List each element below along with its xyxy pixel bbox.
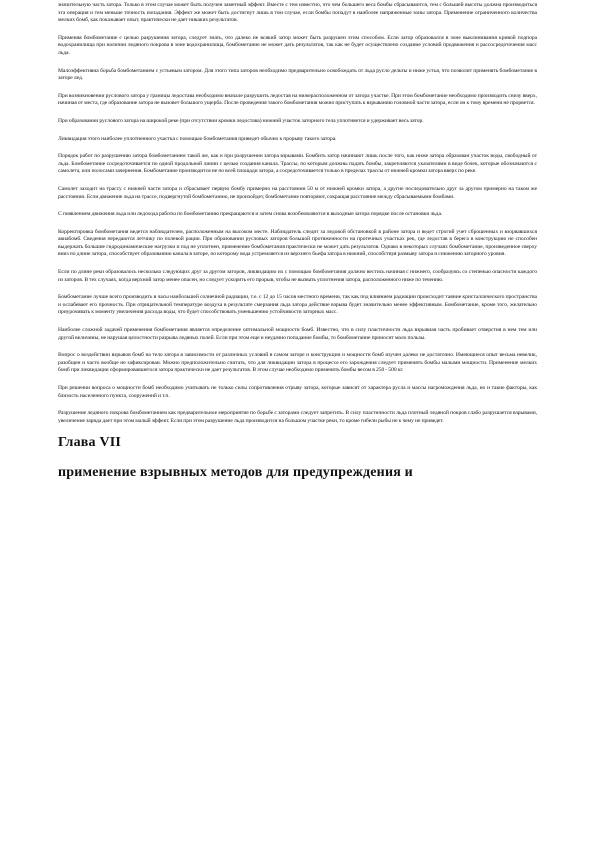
paragraph: С появлением движения льда или ледохода работы по бомбометанию прекращаются и затем снова возобновляются в выходные затора порядке после остановки льда.: [58, 211, 443, 218]
paragraph: Если по длине реки образовалось несколько следующих друг за другом заторов, ликвидацию их с помощью бомбометания должно вестись начиная с нижнего, сообразуясь со степенью опасности каждого из заторов. В тех случаях, когда верхний затор менее опасен, но следует ускорить его прорыв, чтобы не вызвать уплотнения затора, расположенного ниже по течению.: [58, 269, 537, 283]
chapter-subtitle: применение взрывных методов для предупреждения и: [58, 465, 413, 481]
paragraph: При образовании руслового затора на широкой реке (при отсутствии кромки ледостава) нижний участок заторного тела уплотняется и удерживает весь затор.: [58, 117, 424, 124]
paragraph: значительную часть затора. Только в этом случае может быть получен заметный эффект. Вместе с тем известно, что чем большего веса бомбы сбрасываются, тем с большей высоты должна производиться эта операция и тем меньше точность попадания. Эффект же может быть достигнут лишь в том случае, если бомбы попадут в наиболее напряженные зоны затора. Применение ограниченного количества мелких бомб, как показывает опыт, практически не дает никаких результатов.: [58, 2, 537, 24]
paragraph: При возникновении руслового затора у границы ледостава необходимо вначале разрушить ледостав на нижерасположенном от затора участке. При этом бомбометание необходимо производить снизу вверх, начиная от места, где образование затора не вызовет большого ущерба. После проведения такого бомбометания можно приступать к взрыванию головной части затора, если он к тому времени не прорвется.: [58, 92, 537, 107]
paragraph: Самолет заходит на трассу с нижней части затора и сбрасывает первую бомбу примерно на расстоянии 50 м от нижней кромки затора, а другие последовательно друг за другом примерно на таком же расстоянии. Если движение льда на трассе, подвергнутой бомбометанию, не произойдет, бомбометание повторяют, сокращая расстояние между сбрасываемыми бомбами.: [58, 185, 537, 200]
paragraph: Ликвидация этого наиболее уплотненного участка с помощью бомбометания приведет обычно к прорыву такого затора.: [58, 135, 337, 142]
paragraph: Малоэффективна борьба бомбометанием с устьевым затором. Для этого типа заторов необходимо предварительно освобождать от льда русло дельты и ниже устья, что позволит применять бомбометание в заторе лед.: [58, 67, 537, 82]
paragraph: При решении вопроса о мощности бомб необходимо учитывать не только силы сопротивления отрыву затора, которые зависят от характера русла и массы нагромождения льда, но и такие факторы, как близость населенного пункта, сооружений и т.п.: [58, 385, 537, 399]
paragraph: Порядок работ по разрушению затора бомбометанием такой же, как и при разрушении затора взрывами. Бомбить затор начинают лишь после того, как ниже затора образован участок воды, свободный от льда. Бомбометание сосредоточивается по одной продольной линии с целью создания канала. Трассы, по которым должны падать бомбы, закрепляются указателями в виде бочек, которые обозначаются с самолета, или полосами зачернения. Бомбометание производится не по всей площади затора, а сосредоточивается только в пределах трассы от нижней кромки затора вверх по реке.: [58, 153, 537, 175]
chapter-heading: Глава VII: [58, 435, 122, 451]
paragraph: Корректировка бомбометания ведется наблюдателем, расположенным на высоком месте. Наблюдатель следит за ледовой обстановкой в районе затора и ведет строгий учет сброшенных и взорвавшихся авиабомб. Сведения передаются летчику по полевой рации. При образовании русловых заторов большой протяженности на протечных участках рек, где ледостав в берега в конструкцию не способен выдержать большие гидродинамические нагрузки и под не уплотнен, применение бомбометания практически не может дать результатов. Однако в некоторых случаях бомбометание, произведенное сверху вниз по длине затора, способствует образованию канала в заторе, по которому вода устремляется из верхнего бьефа затора в нижний, способствуя размыву затора и снижению заторного уровня.: [58, 228, 537, 258]
paragraph: Наиболее сложной задачей применения бомбометания является определение оптимальной мощности бомб. Известно, что в силу пластичности льда взрывная часть пробивает отверстия в нем тем или другой величины, не нарушая целостности разрыва ледяных полей. Если при этом еще и неудачно попадание бомбы, то бомбометание приносит мало пользы.: [58, 327, 537, 341]
paragraph: Вопрос о воздействии взрывов бомб на тело затора в зависимости от различных условий в самом заторе и конструкции и мощности бомб изучен далеко не достаточно. Имеющиеся опыт весьма невелик, разобщен и часто вообще не зафиксирован. Можно предположительно считать, что для ликвидации затора в процессе его зарождения следует применять бомбы малыми мощности. Применение мелких бомб при ликвидации сформировавшегося затора практически не дает результатов. В этом случае необходимо применять бомбы весом в 250 - 500 кг.: [58, 352, 537, 374]
paragraph: Применяя бомбометание с целью разрушения затора, следует знать, что далеко не всякий затор может быть разрушен этим способом. Если затор образовался в зоне выклинивания кривой подпора водохранилища при наличии ледяного покрова в зоне водохранилища, бомбометание не может дать результатов, так как не будет осуществлено создание условий продвижения и рассосредоточения масс льда.: [58, 34, 537, 56]
paragraph: Разрушение ледяного покрова бомбометанием как предварительное мероприятие по борьбе с заторами следует запретить. В силу пластичности льда плотный ледяной покров слабо разрушается взрывами, увеличение заряда дает при этом малый эффект. Если при этом разрушение льда производится на большом участке реки, то кроме гибели рыбы не к чему не приведет.: [58, 410, 537, 424]
paragraph: Бомбометание лучше всего производить в часы наибольшей солнечной радиации, т.е. с 12 до 15 часов местного времени, так как под влиянием радиации происходит таяние кристаллического пространства и ослабевает его прочность. При отрицательной температуре воздуха в результате смерзания льда затора действие взрыва будет значительно менее эффективным. Бомбометание, кроме того, желательно приурочивать к моменту увеличения расхода воды, что будет способствовать уменьшению устойчивости заторных масс.: [58, 294, 537, 316]
